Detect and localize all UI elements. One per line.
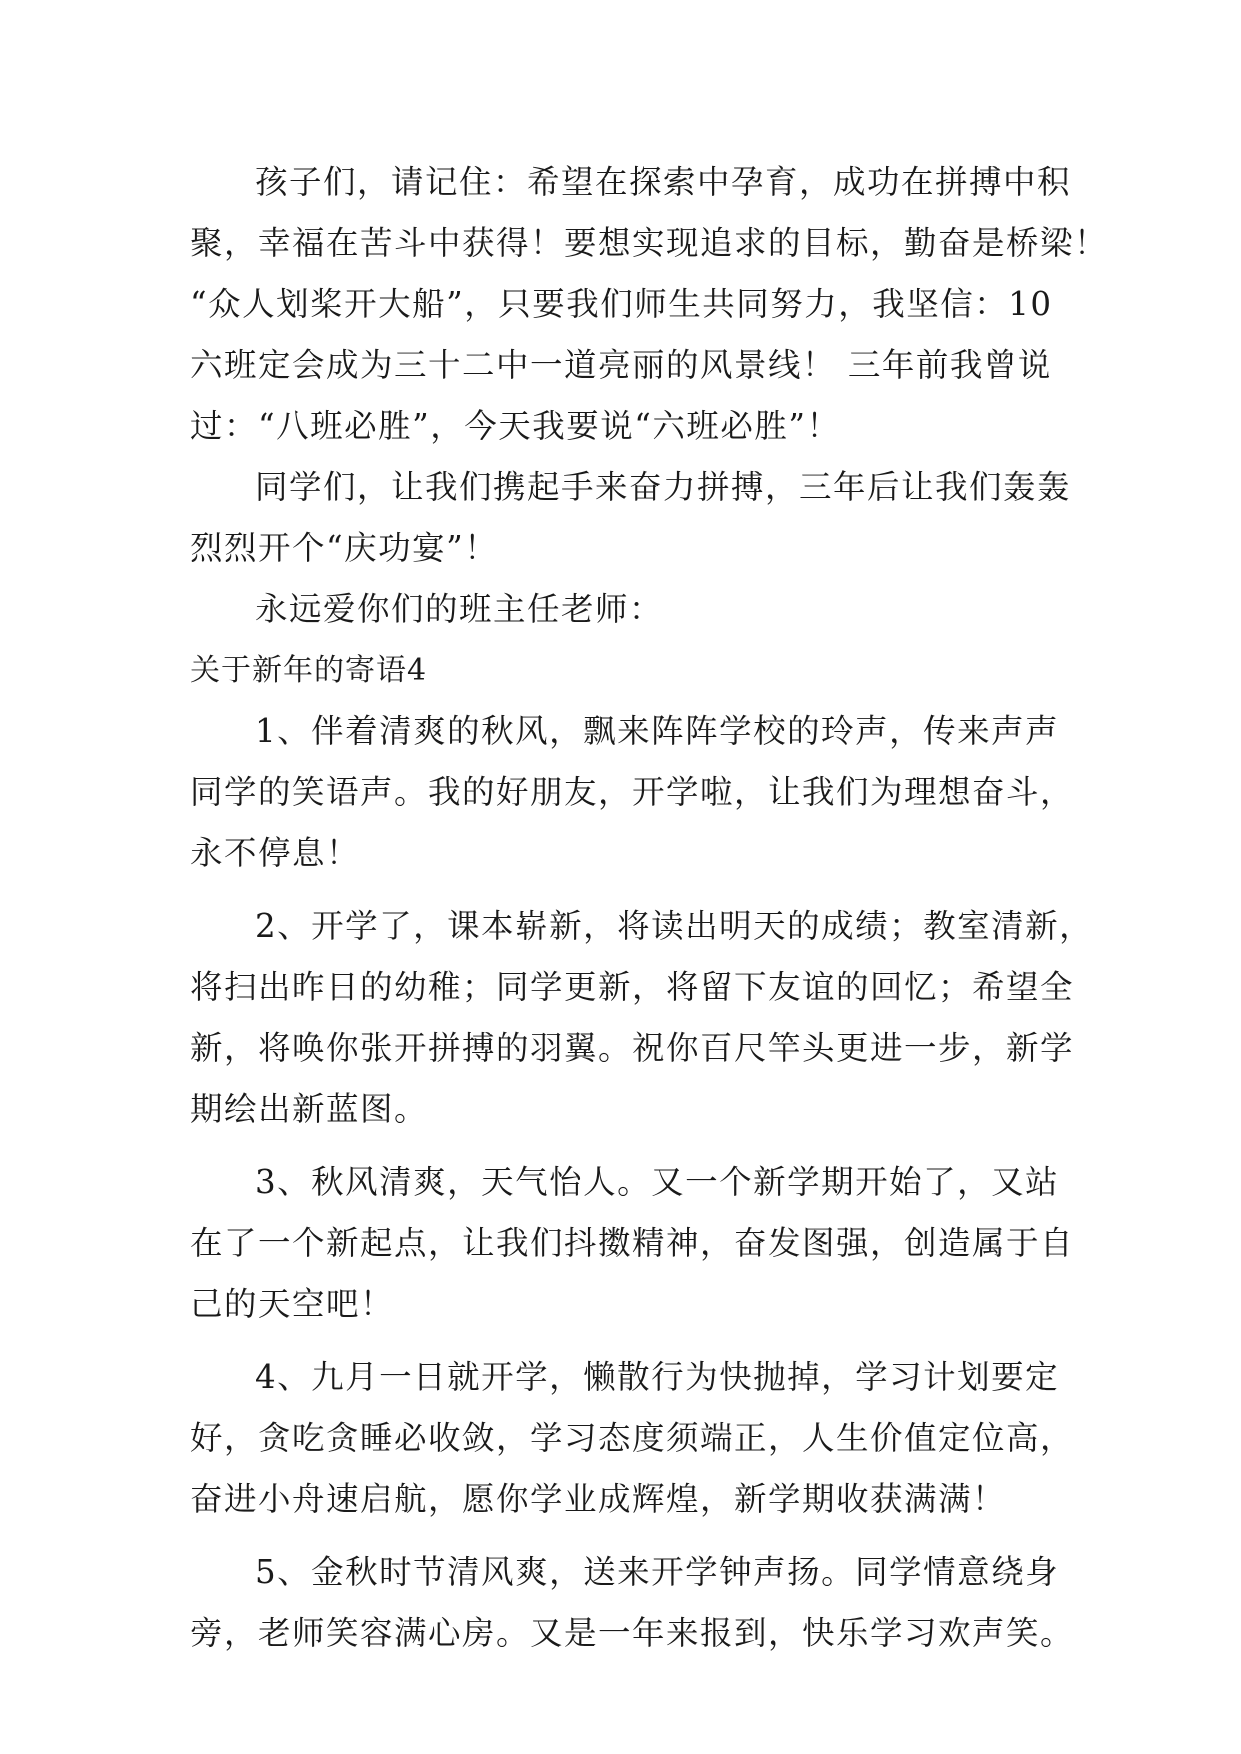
list-item xyxy=(190,701,1075,884)
paragraph-classmates xyxy=(190,457,1070,579)
text-line: 同学的笑语声。我的好朋友，开学啦，让我们为理想奋斗， xyxy=(190,773,1075,811)
signature-line: 永远爱你们的班主任老师： xyxy=(255,590,664,628)
list-item xyxy=(190,896,1094,1140)
text-line: 奋进小舟速启航，愿你学业成辉煌，新学期收获满满！ xyxy=(190,1480,1007,1518)
text-line: 5、金秋时节清风爽，送来开学钟声扬。同学情意绕身 xyxy=(255,1553,1060,1591)
text-line: 己的天空吧！ xyxy=(190,1285,395,1323)
text-line: 1、伴着清爽的秋风，飘来阵阵学校的玲声，传来声声 xyxy=(255,712,1060,750)
paragraph-remember xyxy=(190,152,1109,457)
list-item xyxy=(190,1542,1075,1664)
text-line: 永不停息！ xyxy=(190,834,361,872)
text-line: 3、秋风清爽，天气怡人。又一个新学期开始了，又站 xyxy=(255,1163,1060,1201)
text-line: 2、开学了，课本崭新，将读出明天的成绩；教室清新， xyxy=(255,907,1094,945)
heading-text: 关于新年的寄语4 xyxy=(190,653,428,688)
section-heading xyxy=(190,640,1070,701)
text-line: 将扫出昨日的幼稚；同学更新，将留下友谊的回忆；希望全 xyxy=(190,968,1075,1006)
text-line: 期绘出新蓝图。 xyxy=(190,1090,429,1128)
text-line: 烈烈开个“庆功宴”！ xyxy=(190,529,499,567)
text-line: 新，将唤你张开拼搏的羽翼。祝你百尺竿头更进一步，新学 xyxy=(190,1029,1075,1067)
text-line: 聚，幸福在苦斗中获得！要想实现追求的目标，勤奋是桥梁！ xyxy=(190,224,1109,262)
text-line: 好，贪吃贪睡必收敛，学习态度须端正，人生价值定位高， xyxy=(190,1419,1075,1457)
text-line: 在了一个新起点，让我们抖擞精神，奋发图强，创造属于自 xyxy=(190,1224,1075,1262)
list-item xyxy=(190,1152,1075,1335)
document-body xyxy=(190,152,1109,1664)
text-line: 4、九月一日就开学，懒散行为快抛掉，学习计划要定 xyxy=(255,1358,1060,1396)
paragraph-signature xyxy=(190,579,1070,640)
text-line: 同学们，让我们携起手来奋力拼搏，三年后让我们轰轰 xyxy=(255,468,1072,506)
text-line: 旁，老师笑容满心房。又是一年来报到，快乐学习欢声笑。 xyxy=(190,1614,1075,1652)
text-line: “众人划桨开大船”，只要我们师生共同努力，我坚信：10 xyxy=(190,285,1053,323)
text-line: 过：“八班必胜”，今天我要说“六班必胜”！ xyxy=(190,407,841,445)
text-line: 六班定会成为三十二中一道亮丽的风景线！ 三年前我曾说 xyxy=(190,346,1052,384)
list-item xyxy=(190,1347,1075,1530)
text-line: 孩子们，请记住：希望在探索中孕育，成功在拼搏中积 xyxy=(255,163,1072,201)
